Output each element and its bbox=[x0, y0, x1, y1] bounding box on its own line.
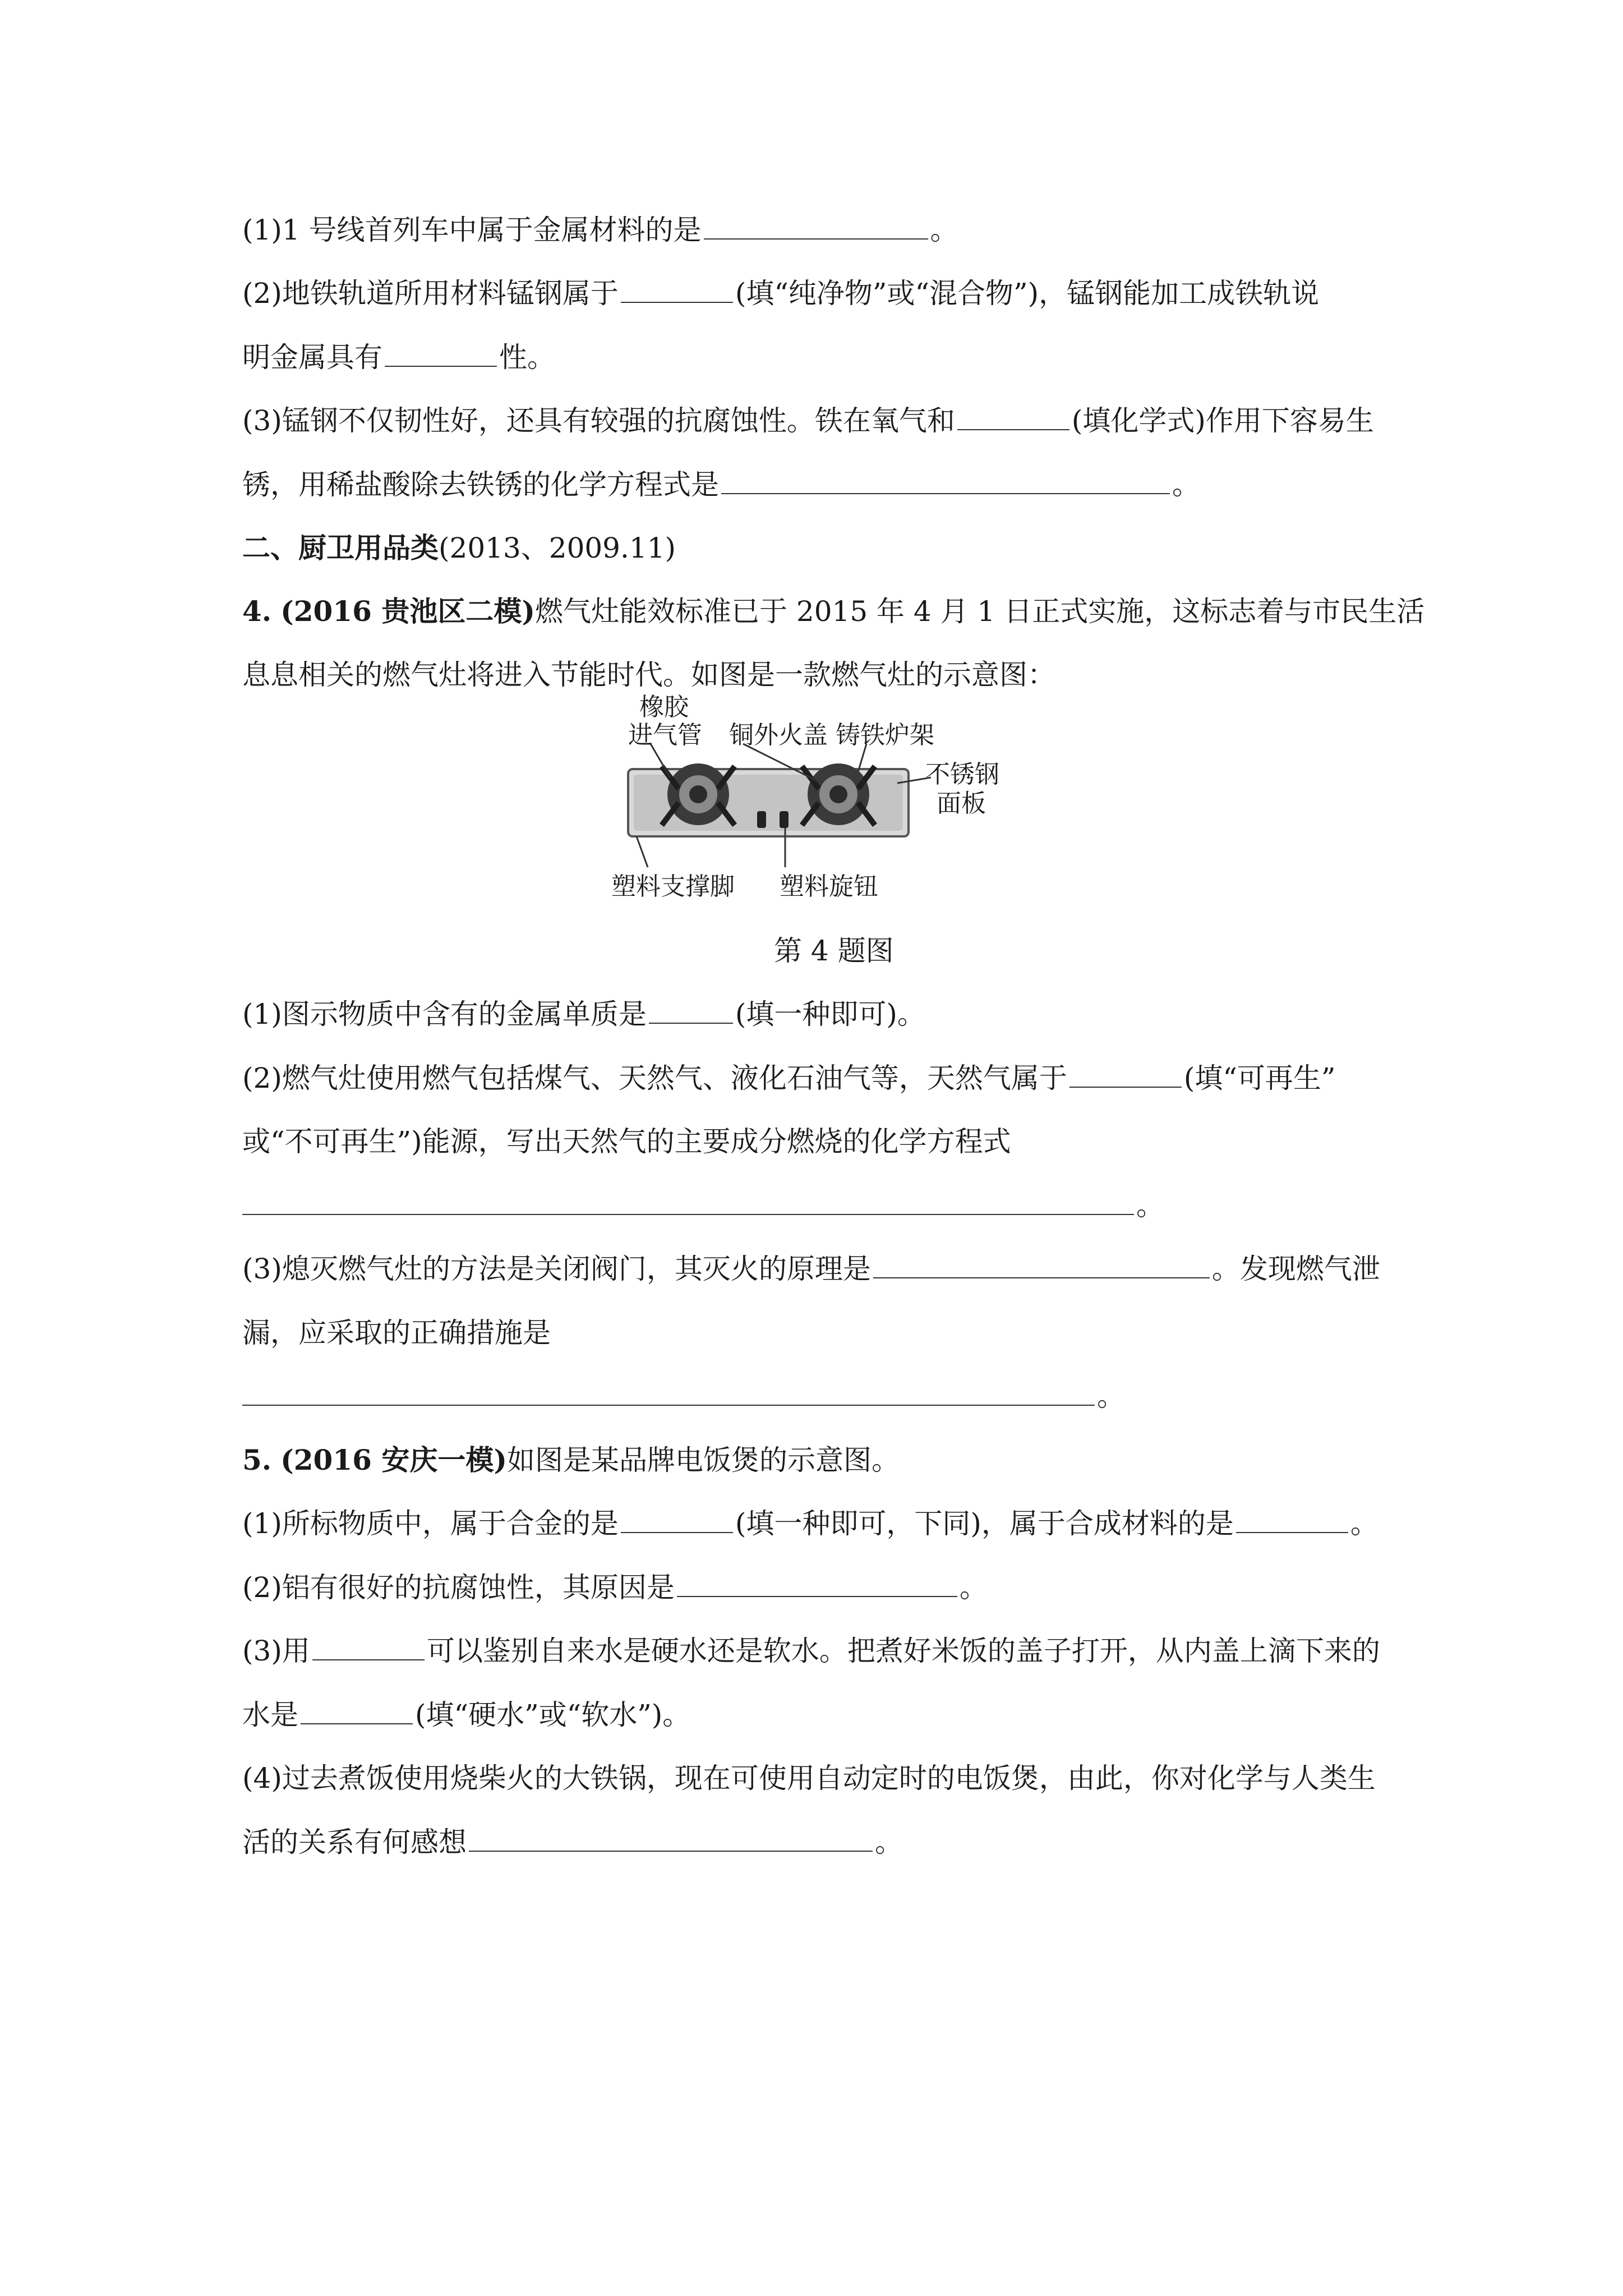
answer-blank[interactable] bbox=[621, 1504, 733, 1533]
q3-part2-text-b: (填“纯净物”或“混合物”)，锰钢能加工成铁轨说 bbox=[735, 277, 1320, 310]
q5-part3-text-d: (填“硬水”或“软水”)。 bbox=[415, 1699, 691, 1731]
question-number: 5. bbox=[242, 1443, 272, 1476]
label-stainless-steel: 不锈钢 bbox=[925, 760, 999, 789]
section-heading bbox=[242, 528, 676, 568]
q5-part3-text-a: (3)用 bbox=[242, 1635, 310, 1667]
q5-part3-text-b: 可以鉴别自来水是硬水还是软水。把煮好米饭的盖子打开，从内盖上滴下来的 bbox=[426, 1635, 1380, 1667]
section-title: 二、厨卫用品类 bbox=[242, 531, 439, 564]
q5-intro bbox=[242, 1441, 900, 1480]
answer-blank[interactable] bbox=[677, 1568, 957, 1597]
q5-part2-text-b: 。 bbox=[959, 1571, 988, 1604]
q4-part1-text-b: (填一种即可)。 bbox=[735, 998, 925, 1030]
q5-intro-text: 如图是某品牌电饭煲的示意图。 bbox=[507, 1444, 900, 1476]
q3-part2-text-a: (2)地铁轨道所用材料锰钢属于 bbox=[242, 277, 619, 310]
q4-part1-text-a: (1)图示物质中含有的金属单质是 bbox=[242, 998, 647, 1030]
q4-part3-line1 bbox=[242, 1249, 1380, 1289]
question-number: 4. bbox=[242, 595, 272, 628]
answer-blank[interactable] bbox=[957, 401, 1069, 430]
label-cast-iron-rack: 铸铁炉架 bbox=[836, 721, 934, 749]
label-copper-cap: 铜外火盖 bbox=[729, 721, 828, 749]
q3-part3-text-a: (3)锰钢不仅韧性好，还具有较强的抗腐蚀性。铁在氧气和 bbox=[242, 404, 955, 437]
q5-part3-line1 bbox=[242, 1631, 1380, 1671]
q4-part2-answer-line bbox=[242, 1186, 1164, 1225]
answer-blank[interactable] bbox=[242, 1377, 1095, 1406]
answer-blank[interactable] bbox=[301, 1695, 413, 1724]
q4-part3-text-c: 漏，应采取的正确措施是 bbox=[242, 1317, 551, 1349]
q5-part4-line1 bbox=[242, 1759, 1376, 1798]
q4-intro-line2 bbox=[242, 655, 1055, 694]
q3-part1-text: (1)1 号线首列车中属于金属材料的是 bbox=[242, 214, 702, 246]
q3-part2-line1 bbox=[242, 274, 1319, 313]
label-inlet-pipe: 进气管 bbox=[628, 721, 702, 749]
q3-part2-text-c: 明金属具有 bbox=[242, 341, 382, 374]
q5-part1-text-c: 。 bbox=[1350, 1507, 1378, 1540]
q4-part3-answer-line bbox=[242, 1377, 1125, 1416]
answer-blank[interactable] bbox=[621, 274, 733, 303]
q5-part4-text-a: (4)过去煮饭使用烧柴火的大铁锅，现在可使用自动定时的电饭煲，由此，你对化学与人类生 bbox=[242, 1762, 1376, 1795]
q5-part1-text-b: (填一种即可，下同)，属于合成材料的是 bbox=[735, 1507, 1234, 1540]
q3-part3-text-b: (填化学式)作用下容易生 bbox=[1071, 404, 1374, 437]
q3-part2-line2 bbox=[242, 338, 555, 377]
q5-part2 bbox=[242, 1568, 988, 1607]
section-years: (2013、2009.11) bbox=[439, 532, 676, 564]
q4-part2-line2 bbox=[242, 1122, 1011, 1161]
q4-part3-text-a: (3)熄灭燃气灶的方法是关闭阀门，其灭火的原理是 bbox=[242, 1253, 871, 1285]
q4-intro-text-1: 燃气灶能效标准已于 2015 年 4 月 1 日正式实施，这标志着与市民生活 bbox=[535, 595, 1425, 628]
q3-part3-text-d: 。 bbox=[1172, 468, 1200, 501]
gas-stove-figure bbox=[594, 693, 999, 918]
q4-intro-line1 bbox=[242, 592, 1424, 631]
label-panel: 面板 bbox=[937, 789, 986, 818]
question-source: (2016 安庆一模) bbox=[280, 1443, 507, 1476]
label-plastic-feet: 塑料支撑脚 bbox=[611, 872, 735, 901]
q5-part4-line2 bbox=[242, 1823, 903, 1862]
q4-part2-text-b: (填“可再生” bbox=[1183, 1062, 1336, 1094]
q3-part3-line1 bbox=[242, 401, 1374, 440]
answer-blank[interactable] bbox=[242, 1186, 1134, 1215]
q5-part4-text-b: 活的关系有何感想 bbox=[242, 1826, 467, 1858]
q4-part2-line1 bbox=[242, 1059, 1335, 1098]
answer-blank[interactable] bbox=[469, 1823, 873, 1852]
q5-part3-text-c: 水是 bbox=[242, 1699, 298, 1731]
q3-part2-text-d: 性。 bbox=[499, 341, 555, 374]
q4-intro-text-2: 息息相关的燃气灶将进入节能时代。如图是一款燃气灶的示意图： bbox=[242, 659, 1055, 691]
label-rubber: 橡胶 bbox=[639, 693, 689, 721]
answer-blank[interactable] bbox=[704, 210, 928, 240]
q5-part4-text-c: 。 bbox=[875, 1826, 903, 1858]
answer-blank[interactable] bbox=[1069, 1059, 1182, 1088]
q4-part2-text-a: (2)燃气灶使用燃气包括煤气、天然气、液化石油气等，天然气属于 bbox=[242, 1062, 1067, 1094]
answer-blank[interactable] bbox=[1236, 1504, 1348, 1533]
q5-part1-text-a: (1)所标物质中，属于合金的是 bbox=[242, 1507, 619, 1540]
answer-blank[interactable] bbox=[385, 338, 497, 367]
answer-blank[interactable] bbox=[873, 1249, 1210, 1278]
q3-part3-text-c: 锈，用稀盐酸除去铁锈的化学方程式是 bbox=[242, 468, 719, 501]
q4-part3-line2 bbox=[242, 1313, 551, 1352]
q5-part1 bbox=[242, 1504, 1378, 1543]
q4-part1 bbox=[242, 995, 925, 1034]
q3-part1-end: 。 bbox=[930, 214, 958, 246]
q4-part2-text-c: 或“不可再生”)能源，写出天然气的主要成分燃烧的化学方程式 bbox=[242, 1125, 1011, 1158]
q4-part2-text-d: 。 bbox=[1136, 1189, 1164, 1222]
q5-part2-text-a: (2)铝有很好的抗腐蚀性，其原因是 bbox=[242, 1571, 675, 1604]
figure-caption: 第 4 题图 bbox=[774, 935, 894, 967]
left-knob bbox=[757, 811, 766, 828]
q4-part3-text-b: 。发现燃气泄 bbox=[1211, 1253, 1380, 1285]
label-plastic-knob: 塑料旋钮 bbox=[780, 872, 878, 901]
answer-blank[interactable] bbox=[721, 465, 1170, 494]
q4-part3-text-d: 。 bbox=[1097, 1380, 1125, 1412]
answer-blank[interactable] bbox=[312, 1631, 425, 1660]
right-knob bbox=[780, 811, 789, 828]
q5-part3-line2 bbox=[242, 1695, 690, 1734]
q3-part3-line2 bbox=[242, 465, 1200, 504]
q3-part1 bbox=[242, 210, 958, 250]
answer-blank[interactable] bbox=[649, 995, 733, 1024]
question-source: (2016 贵池区二模) bbox=[280, 595, 535, 628]
